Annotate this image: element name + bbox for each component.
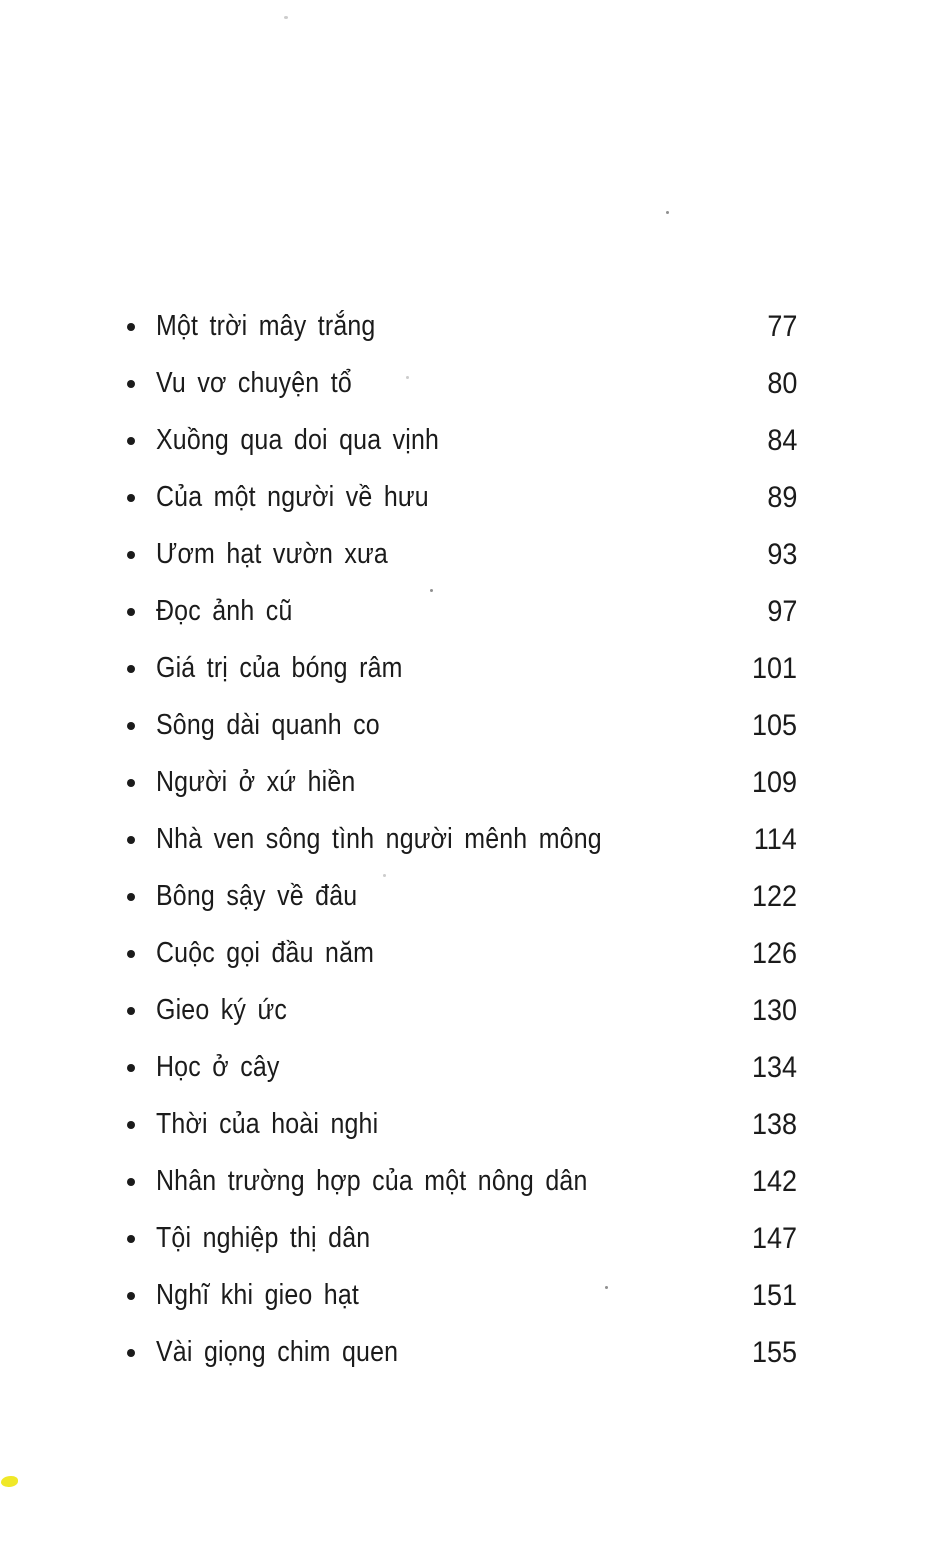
scan-speck [666,211,669,214]
bullet-icon [127,836,135,844]
toc-entry-page-number: 138 [751,1107,797,1141]
scan-speck [605,1286,608,1289]
bullet-icon [127,494,135,502]
toc-entry-title: Đọc ảnh cũ [156,595,293,627]
toc-entry-title: Người ở xứ hiền [156,766,356,798]
toc-entry-page-number: 97 [766,594,797,628]
toc-entry-title: Ươm hạt vườn xưa [156,538,388,570]
toc-entry-page-number: 126 [751,936,797,970]
bullet-icon [127,437,135,445]
toc-entry [127,1324,797,1381]
toc-entry-page-number: 89 [766,480,797,514]
toc-entry-title: Gieo ký ức [156,994,287,1026]
scan-speck [383,874,386,877]
bullet-icon [127,1121,135,1129]
toc-entry-title: Nghĩ khi gieo hạt [156,1279,360,1311]
bullet-icon [127,1235,135,1243]
bullet-icon [127,665,135,673]
scan-speck [284,16,288,19]
toc-entry [127,868,797,925]
toc-entry-page-number: 77 [766,309,797,343]
toc-entry-page-number: 134 [751,1050,797,1084]
toc-entry-page-number: 84 [766,423,797,457]
toc-entry-page-number: 93 [766,537,797,571]
toc-entry [127,469,797,526]
toc-entry-title: Thời của hoài nghi [156,1108,379,1140]
toc-entry-page-number: 147 [751,1221,797,1255]
toc-entry [127,697,797,754]
toc-entry [127,1096,797,1153]
toc-entry [127,1210,797,1267]
toc-entry-page-number: 105 [751,708,797,742]
bullet-icon [127,722,135,730]
toc-entry [127,526,797,583]
bullet-icon [127,1007,135,1015]
toc-entry-title: Của một người về hưu [156,481,429,513]
bullet-icon [127,1349,135,1357]
bullet-icon [127,893,135,901]
toc-entry-title: Nhân trường hợp của một nông dân [156,1165,588,1197]
bullet-icon [127,608,135,616]
toc-entry-title: Giá trị của bóng râm [156,652,403,684]
toc-entry-page-number: 155 [751,1335,797,1369]
toc-entry-title: Nhà ven sông tình người mênh mông [156,823,602,855]
toc-entry [127,1153,797,1210]
scan-speck [430,589,433,592]
toc-entry-title: Vu vơ chuyện tổ [156,367,352,399]
toc-entry-page-number: 151 [751,1278,797,1312]
toc-entry [127,811,797,868]
toc-entry-title: Một trời mây trắng [156,310,376,342]
toc-entry-page-number: 130 [751,993,797,1027]
bullet-icon [127,1292,135,1300]
bullet-icon [127,1178,135,1186]
toc-entry-title: Học ở cây [156,1051,280,1083]
toc-entry-title: Sông dài quanh co [156,709,380,741]
toc-entry-title: Bông sậy về đâu [156,880,358,912]
bullet-icon [127,1064,135,1072]
toc-entry-title: Vài giọng chim quen [156,1336,399,1368]
toc-entry-title: Cuộc gọi đầu năm [156,937,375,969]
toc-entry-title: Xuồng qua doi qua vịnh [156,424,440,456]
toc-entry-title: Tội nghiệp thị dân [156,1222,371,1254]
toc-entry-page-number: 109 [751,765,797,799]
toc-entry-page-number: 114 [753,822,797,856]
toc-entry-page-number: 101 [751,651,797,685]
bullet-icon [127,380,135,388]
toc-entry-page-number: 80 [766,366,797,400]
table-of-contents [127,298,797,1381]
bullet-icon [127,950,135,958]
toc-entry [127,355,797,412]
toc-entry [127,1267,797,1324]
toc-entry [127,298,797,355]
scan-speck [406,376,409,379]
bullet-icon [127,551,135,559]
toc-entry [127,640,797,697]
toc-entry [127,982,797,1039]
toc-entry [127,583,797,640]
toc-entry [127,754,797,811]
toc-entry [127,1039,797,1096]
toc-entry [127,412,797,469]
toc-entry-page-number: 142 [751,1164,797,1198]
toc-entry-page-number: 122 [751,879,797,913]
bullet-icon [127,323,135,331]
scan-speck-yellow [1,1476,18,1487]
bullet-icon [127,779,135,787]
toc-entry [127,925,797,982]
